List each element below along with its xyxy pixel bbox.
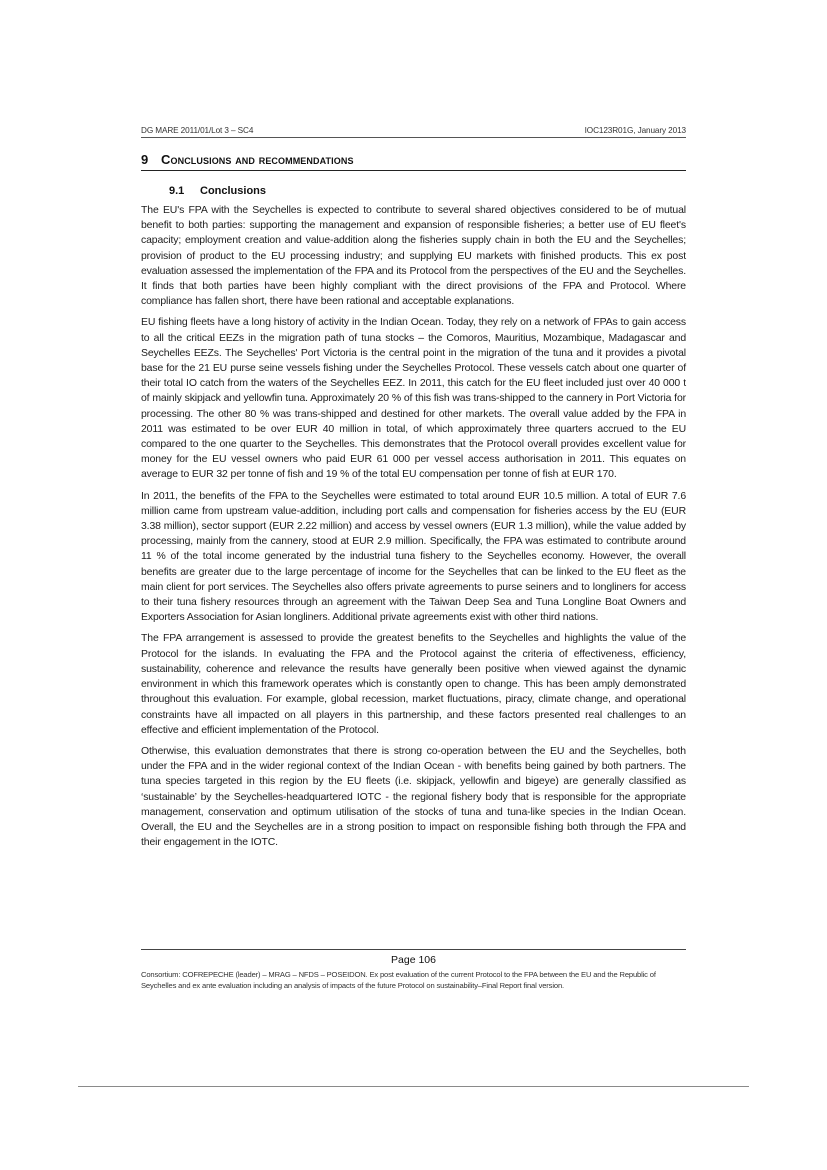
page-footer <box>141 949 686 991</box>
body-text <box>141 203 686 850</box>
section-heading <box>169 185 686 197</box>
header-right-reference: IOC123R01G, January 2013 <box>584 126 686 135</box>
paragraph: In 2011, the benefits of the FPA to the Seychelles were estimated to total around EUR 10.5 million. A total of EUR 7.6 million came from upstream value-addition, including port calls and compensation for fisheries access by the EU (EUR 3.38 million), sector support (EUR 2.22 million) and access by vessel owners (EUR 1.3 million), while the value added by processing, mainly from the cannery, stood at EUR 2.9 million. Specifically, the FPA was estimated to contribute around 11 % of the total income generated by the industrial tuna fishery to the Seychelles economy. However, the overall benefits are greater due to the large percentage of income for the Seychelles that can be linked to the EU fleet as the main client for port services. The Seychelles also offers private agreements to purse seiners and to longliners for access to their tuna fishery resources through an agreement with the Taiwan Deep Sea and Tuna Longline Boat Owners and Exporters Association for Asian longliners. Additional private agreements exist with other third nations. <box>141 490 686 624</box>
running-header <box>141 126 686 138</box>
document-page <box>141 126 686 856</box>
footer-note: Consortium: COFREPECHE (leader) – MRAG – NFDS – POSEIDON. Ex post evaluation of the current Protocol to the FPA between the EU and the Republic of Seychelles and ex ante evaluation including an analysis of impacts of the future Protocol on sustainability–Final Report final version. <box>141 970 656 990</box>
paragraph: The EU's FPA with the Seychelles is expected to contribute to several shared objectives considered to be of mutual benefit to both parties: supporting the management and expansion of responsible fisheries; a better use of EU fleet's capacity; employment creation and value-addition along the fisheries supply chain in both the EU and the Seychelles; provision of product to the EU processing industry; and supplying EU markets with finished products. This ex post evaluation assessed the implementation of the FPA and its Protocol from the perspectives of the EU and the Seychelles. It finds that both parties have been highly compliant with the direct provisions of the FPA and Protocol. Where compliance has fallen short, there have been rational and acceptable explanations. <box>141 205 686 308</box>
paragraph: The FPA arrangement is assessed to provide the greatest benefits to the Seychelles and highlights the value of the Protocol for the islands. In evaluating the FPA and the Protocol against the criteria of effectiveness, efficiency, sustainability, coherence and relevance the results have generally been positive when viewed against the dynamic environment in which this framework operates which is constantly open to change. This has been amply demonstrated throughout this evaluation. For example, global recession, market fluctuations, piracy, climate change, and operational constraints have all impacted on all players in this partnership, and these factors presented real challenges to an effective and efficient implementation of the Protocol. <box>141 633 686 736</box>
paragraph: EU fishing fleets have a long history of activity in the Indian Ocean. Today, they rely on a network of FPAs to gain access to all the critical EEZs in the migration path of tuna stocks – the Comoros, Mauritius, Mozambique, Madagascar and Seychelles EEZs. The Seychelles' Port Victoria is the central point in the migration of the tuna and it provides a pivotal base for the 21 EU purse seine vessels fishing under the Seychelles Protocol. These vessels catch about one quarter of their total IO catch from the waters of the Seychelles EEZ. In 2011, this catch for the EU fleet included just over 40 000 t of mainly skipjack and yellowfin tuna. Approximately 20 % of this fish was trans-shipped to the cannery in Port Victoria for processing. The other 80 % was trans-shipped and destined for other markets. The overall value added by the FPA in 2011 was estimated to be over EUR 40 million in total, of which approximately three quarters accrued to the EU compared to the one quarter to the Seychelles. This demonstrates that the Protocol overall provides excellent value for money for the EU vessel owners who paid EUR 61 000 per vessel access authorisation in 2011. This equates on average to EUR 32 per tonne of fish and 19 % of the total EU compensation per tonne of fish at EUR 170. <box>141 317 686 481</box>
section-number: 9.1 <box>169 185 185 197</box>
chapter-number: 9 <box>141 152 149 167</box>
chapter-title-text: Conclusions and recommendations <box>161 152 354 167</box>
section-title-text: Conclusions <box>200 185 267 197</box>
header-left-reference: DG MARE 2011/01/Lot 3 – SC4 <box>141 126 254 135</box>
paragraph: Otherwise, this evaluation demonstrates that there is strong co-operation between the EU and the Seychelles, both under the FPA and in the wider regional context of the Indian Ocean - with benefits being gained by both partners. The tuna species targeted in this region by the EU fleets (i.e. skipjack, yellowfin and bigeye) are generally classified as ‘sustainable’ by the Seychelles-headquartered IOTC - the regional fishery body that is responsible for the appropriate management, conservation and optimum utilisation of the stocks of tuna and tuna-like species in the Indian Ocean. Overall, the EU and the Seychelles are in a strong position to impact on responsible fishing both through the FPA and their engagement in the IOTC. <box>141 745 686 849</box>
page-number: Page 106 <box>391 954 436 966</box>
chapter-heading <box>141 152 686 171</box>
page-bottom-divider <box>78 1086 749 1087</box>
